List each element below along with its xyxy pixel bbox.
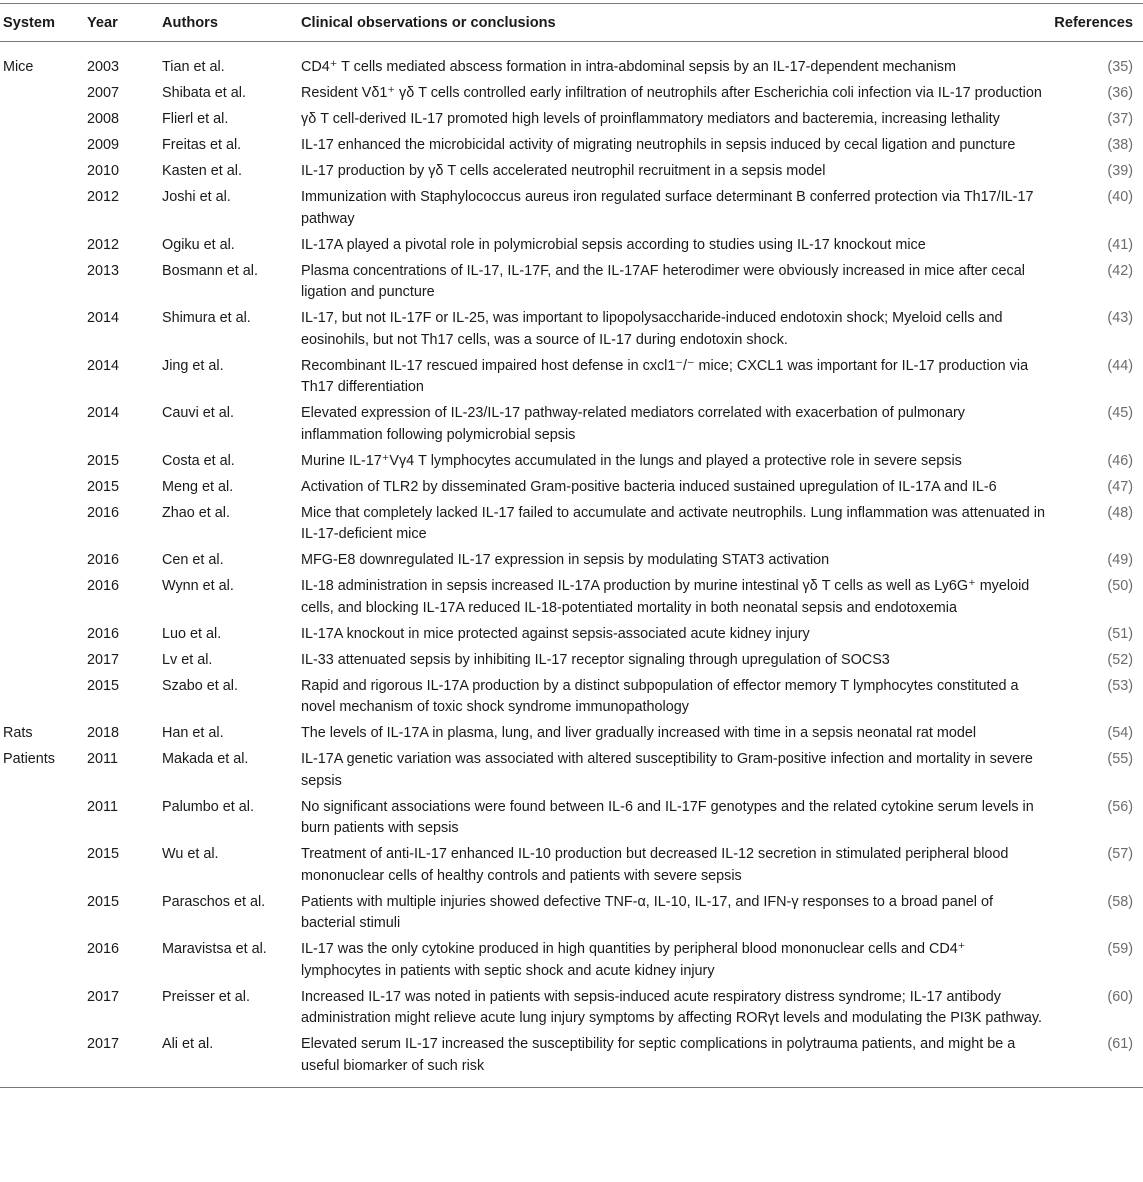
cell-reference: (47): [1107, 478, 1133, 495]
table-row: [0, 161, 1143, 187]
cell-year: 2012: [87, 236, 120, 253]
cell-authors: Makada et al.: [162, 751, 249, 767]
literature-table: [0, 3, 1143, 1088]
cell-system: Patients: [3, 751, 55, 767]
cell-authors: Tian et al.: [162, 59, 225, 75]
cell-observation: γδ T cell-derived IL-17 promoted high levels of proinflammatory mediators and bacteremia, increasing lethality: [301, 111, 1000, 127]
cell-authors: Meng et al.: [162, 478, 234, 495]
cell-reference: (52): [1107, 651, 1133, 668]
cell-reference: (43): [1107, 310, 1133, 326]
cell-authors: Cen et al.: [162, 552, 224, 568]
table-row: [0, 109, 1143, 135]
cell-authors: Zhao et al.: [162, 504, 230, 521]
cell-system: [0, 576, 87, 624]
cell-reference: (60): [1107, 988, 1133, 1005]
cell-year: 2016: [87, 552, 120, 568]
cell-observation: CD4⁺ T cells mediated abscess formation in intra-abdominal sepsis by an IL-17-dependent mechanism: [301, 59, 956, 75]
cell-observation: Elevated serum IL-17 increased the susceptibility for septic complications in polytrauma patients, and might be a useful biomarker of such risk: [301, 1034, 1046, 1088]
cell-observation: Activation of TLR2 by disseminated Gram-positive bacteria induced sustained upregulation of IL-17A and IL-6: [301, 478, 997, 495]
cell-authors: Preisser et al.: [162, 988, 250, 1005]
cell-year: 2008: [87, 111, 120, 127]
cell-reference: (50): [1107, 578, 1133, 594]
cell-authors: Shibata et al.: [162, 85, 247, 101]
table-row: [0, 650, 1143, 676]
table-row: [0, 308, 1143, 356]
cell-authors: Han et al.: [162, 725, 224, 741]
table-row: [0, 451, 1143, 477]
cell-observation: Resident Vδ1⁺ γδ T cells controlled early infiltration of neutrophils after Escherichia coli infection via IL-17 production: [301, 85, 1042, 101]
table-row: [0, 477, 1143, 503]
cell-year: 2016: [87, 578, 120, 594]
cell-reference: (56): [1107, 798, 1133, 815]
cell-year: 2013: [87, 262, 120, 279]
cell-system: [0, 187, 87, 235]
cell-system: [0, 939, 87, 987]
cell-authors: Wu et al.: [162, 846, 219, 862]
cell-observation: Immunization with Staphylococcus aureus iron regulated surface determinant B conferred protection via Th17/IL-17 pathway: [301, 189, 1034, 227]
cell-observation: Rapid and rigorous IL-17A production by a distinct subpopulation of effector memory T lymphocytes constituted a novel mechanism of toxic shock syndrome immunopathology: [301, 677, 1019, 715]
cell-observation: Plasma concentrations of IL-17, IL-17F, and the IL-17AF heterodimer were obviously increased in mice after cecal ligation and puncture: [301, 262, 1025, 300]
cell-system: [0, 650, 87, 676]
cell-year: 2017: [87, 988, 120, 1005]
table-row: [0, 42, 1143, 84]
header-year: Year: [87, 4, 162, 42]
cell-observation: IL-17A played a pivotal role in polymicrobial sepsis according to studies using IL-17 knockout mice: [301, 236, 926, 253]
cell-observation: IL-17, but not IL-17F or IL-25, was important to lipopolysaccharide-induced endotoxin shock; Myeloid cells and eosinohils, but not Th17 cells, was a source of IL-17 during endotoxin shock.: [301, 310, 1003, 348]
cell-authors: Luo et al.: [162, 625, 222, 642]
cell-authors: Palumbo et al.: [162, 798, 254, 815]
table-row: [0, 550, 1143, 576]
table-header-row: [0, 4, 1143, 42]
header-system: System: [0, 4, 87, 42]
table-row: [0, 261, 1143, 309]
cell-observation: Murine IL-17⁺Vγ4 T lymphocytes accumulated in the lungs and played a protective role in severe sepsis: [301, 452, 962, 469]
cell-reference: (58): [1107, 893, 1133, 910]
cell-observation: The levels of IL-17A in plasma, lung, and liver gradually increased with time in a sepsis neonatal rat model: [301, 725, 977, 741]
cell-system: [0, 308, 87, 356]
cell-reference: (51): [1107, 625, 1133, 642]
table-row: [0, 403, 1143, 451]
cell-reference: (59): [1107, 941, 1133, 957]
cell-system: [0, 503, 87, 551]
cell-system: [0, 797, 87, 845]
cell-system: [0, 83, 87, 109]
cell-authors: Flierl et al.: [162, 111, 229, 127]
cell-system: Mice: [3, 59, 34, 75]
cell-reference: (61): [1046, 1034, 1143, 1088]
cell-observation: IL-33 attenuated sepsis by inhibiting IL-17 receptor signaling through upregulation of SOCS3: [301, 651, 890, 668]
table-row: [0, 356, 1143, 404]
cell-reference: (46): [1107, 452, 1133, 469]
table-row: [0, 892, 1143, 940]
cell-system: [0, 135, 87, 161]
cell-system: [0, 550, 87, 576]
cell-authors: Shimura et al.: [162, 310, 251, 326]
cell-system: [0, 235, 87, 261]
table-row: [0, 83, 1143, 109]
cell-year: 2014: [87, 310, 120, 326]
cell-authors: Joshi et al.: [162, 189, 231, 205]
cell-year: 2014: [87, 357, 120, 374]
cell-year: 2015: [87, 893, 120, 910]
cell-year: 2014: [87, 405, 120, 421]
cell-year: 2011: [87, 798, 118, 815]
cell-year: 2016: [87, 625, 120, 642]
table-row: [0, 749, 1143, 797]
table-row: [0, 676, 1143, 724]
table-body: [0, 42, 1143, 1088]
table-row: [0, 797, 1143, 845]
cell-year: 2017: [87, 1034, 162, 1088]
cell-reference: (54): [1107, 725, 1133, 741]
cell-observation: IL-17 enhanced the microbicidal activity of migrating neutrophils in sepsis induced by cecal ligation and puncture: [301, 137, 1016, 153]
header-observations: Clinical observations or conclusions: [301, 4, 1046, 42]
cell-reference: (37): [1107, 111, 1133, 127]
table-row: [0, 576, 1143, 624]
cell-year: 2015: [87, 846, 120, 862]
cell-observation: IL-17A genetic variation was associated with altered susceptibility to Gram-positive infection and mortality in severe sepsis: [301, 751, 1033, 789]
cell-authors: Ali et al.: [162, 1034, 301, 1088]
cell-year: 2012: [87, 189, 120, 205]
table-row: [0, 987, 1143, 1035]
cell-reference: (53): [1107, 677, 1133, 694]
cell-observation: No significant associations were found between IL-6 and IL-17F genotypes and the related cytokine serum levels in burn patients with sepsis: [301, 798, 1034, 836]
cell-system: [0, 676, 87, 724]
table-row: [0, 135, 1143, 161]
cell-year: 2010: [87, 163, 120, 179]
cell-observation: MFG-E8 downregulated IL-17 expression in sepsis by modulating STAT3 activation: [301, 552, 830, 568]
table-row: [0, 844, 1143, 892]
cell-reference: (44): [1107, 357, 1133, 374]
table-row: [0, 503, 1143, 551]
cell-system: [0, 161, 87, 187]
table-row: [0, 624, 1143, 650]
cell-year: 2011: [87, 751, 118, 767]
cell-system: [0, 356, 87, 404]
cell-system: [0, 844, 87, 892]
cell-reference: (36): [1107, 85, 1133, 101]
cell-year: 2015: [87, 452, 120, 469]
cell-authors: Costa et al.: [162, 452, 235, 469]
cell-authors: Ogiku et al.: [162, 236, 235, 253]
table-row: [0, 1034, 1143, 1088]
cell-reference: (38): [1107, 137, 1133, 153]
cell-reference: (39): [1107, 163, 1133, 179]
cell-authors: Freitas et al.: [162, 137, 242, 153]
cell-authors: Jing et al.: [162, 357, 224, 374]
cell-reference: (40): [1107, 189, 1133, 205]
cell-authors: Maravistsa et al.: [162, 941, 267, 957]
cell-authors: Cauvi et al.: [162, 405, 234, 421]
cell-authors: Szabo et al.: [162, 677, 239, 694]
cell-year: 2003: [87, 59, 120, 75]
cell-observation: IL-17 was the only cytokine produced in high quantities by peripheral blood mononuclear cells and CD4⁺ lymphocytes in patients with septic shock and acute kidney injury: [301, 941, 966, 979]
cell-system: [0, 477, 87, 503]
cell-system: [0, 403, 87, 451]
cell-year: 2015: [87, 478, 120, 495]
table-row: [0, 187, 1143, 235]
cell-observation: Increased IL-17 was noted in patients with sepsis-induced acute respiratory distress syndrome; IL-17 antibody administration might relieve acute lung injury symptoms by affecting RORγt levels and modulating the PI3K pathway.: [301, 988, 1042, 1026]
cell-reference: (57): [1107, 846, 1133, 862]
cell-authors: Wynn et al.: [162, 578, 234, 594]
table-row: [0, 723, 1143, 749]
cell-reference: (41): [1107, 236, 1133, 253]
cell-system: Rats: [3, 725, 33, 741]
cell-system: [0, 109, 87, 135]
cell-reference: (55): [1107, 751, 1133, 767]
cell-observation: Treatment of anti-IL-17 enhanced IL-10 production but decreased IL-12 secretion in stimulated peripheral blood mononuclear cells of healthy controls and patients with severe sepsis: [301, 846, 1009, 884]
cell-authors: Kasten et al.: [162, 163, 242, 179]
table-row: [0, 939, 1143, 987]
cell-system: [0, 892, 87, 940]
cell-system: [0, 624, 87, 650]
cell-observation: Recombinant IL-17 rescued impaired host defense in cxcl1⁻/⁻ mice; CXCL1 was important for IL-17 production via Th17 differentiation: [301, 357, 1029, 395]
cell-year: 2009: [87, 137, 120, 153]
cell-year: 2016: [87, 504, 120, 521]
cell-reference: (48): [1107, 504, 1133, 521]
cell-observation: IL-18 administration in sepsis increased IL-17A production by murine intestinal γδ T cells as well as Ly6G⁺ myeloid cells, and blocking IL-17A reduced IL-18-potentiated mortality in both neonatal sepsis and endotoxemia: [301, 578, 1030, 616]
cell-observation: Patients with multiple injuries showed defective TNF-α, IL-10, IL-17, and IFN-γ responses to a broad panel of bacterial stimuli: [301, 893, 993, 931]
cell-authors: Paraschos et al.: [162, 893, 266, 910]
cell-year: 2007: [87, 85, 120, 101]
cell-observation: IL-17A knockout in mice protected against sepsis-associated acute kidney injury: [301, 625, 810, 642]
cell-authors: Bosmann et al.: [162, 262, 258, 279]
cell-year: 2016: [87, 941, 120, 957]
cell-reference: (35): [1107, 59, 1133, 75]
cell-observation: IL-17 production by γδ T cells accelerated neutrophil recruitment in a sepsis model: [301, 163, 826, 179]
cell-system: [0, 1034, 87, 1088]
cell-observation: Mice that completely lacked IL-17 failed to accumulate and activate neutrophils. Lung inflammation was attenuated in IL-17-deficient mice: [301, 504, 1045, 542]
header-references: References: [1046, 4, 1143, 42]
cell-year: 2015: [87, 677, 120, 694]
cell-year: 2018: [87, 725, 120, 741]
header-authors: Authors: [162, 4, 301, 42]
cell-authors: Lv et al.: [162, 651, 213, 668]
cell-observation: Elevated expression of IL-23/IL-17 pathway-related mediators correlated with exacerbation of pulmonary inflammation following polymicrobial sepsis: [301, 405, 965, 443]
cell-system: [0, 987, 87, 1035]
cell-year: 2017: [87, 651, 120, 668]
table-row: [0, 235, 1143, 261]
cell-reference: (49): [1107, 552, 1133, 568]
cell-reference: (45): [1107, 405, 1133, 421]
cell-system: [0, 261, 87, 309]
cell-system: [0, 451, 87, 477]
cell-reference: (42): [1107, 262, 1133, 279]
